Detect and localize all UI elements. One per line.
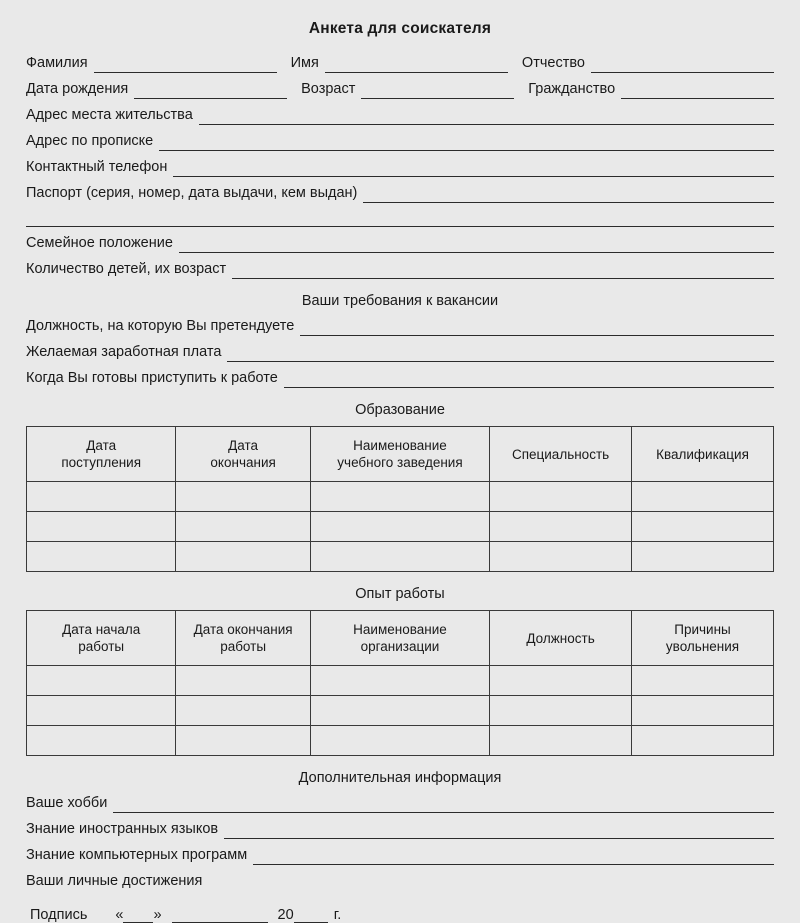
table-header-row xyxy=(27,611,774,666)
experience-col-organization: Наименование организации xyxy=(310,611,489,666)
patronymic-input[interactable] xyxy=(591,57,774,73)
citizenship-label: Гражданство xyxy=(528,81,616,97)
quote-close: » xyxy=(153,907,162,923)
experience-cell[interactable] xyxy=(490,666,632,696)
software-row xyxy=(26,846,774,865)
requirements-title: Ваши требования к вакансии xyxy=(301,293,499,309)
children-row xyxy=(26,260,774,279)
start-label: Когда Вы готовы приступить к работе xyxy=(26,370,278,386)
experience-cell[interactable] xyxy=(632,666,774,696)
signature-label: Подпись xyxy=(30,907,88,923)
software-input[interactable] xyxy=(253,849,774,865)
experience-cell[interactable] xyxy=(632,696,774,726)
children-label: Количество детей, их возраст xyxy=(26,261,227,277)
education-col-specialty: Специальность xyxy=(490,427,632,482)
residence-input[interactable] xyxy=(199,109,774,125)
marital-row xyxy=(26,234,774,253)
surname-label: Фамилия xyxy=(26,55,88,71)
table-row[interactable] xyxy=(27,542,774,572)
table-row[interactable] xyxy=(27,666,774,696)
birthdate-label: Дата рождения xyxy=(26,81,129,97)
education-cell[interactable] xyxy=(27,542,176,572)
phone-row xyxy=(26,158,774,177)
page-title: Анкета для соискателя xyxy=(308,20,492,37)
position-row xyxy=(26,317,774,336)
experience-table xyxy=(26,610,774,756)
registration-label: Адрес по прописке xyxy=(26,133,154,149)
hobby-row xyxy=(26,794,774,813)
salary-input[interactable] xyxy=(227,346,774,362)
residence-label: Адрес места жительства xyxy=(26,107,193,123)
year-prefix: 20 xyxy=(277,907,294,923)
marital-label: Семейное положение xyxy=(26,235,173,251)
salary-row xyxy=(26,343,774,362)
passport-input[interactable] xyxy=(363,187,774,203)
registration-row xyxy=(26,132,774,151)
year-suffix: г. xyxy=(333,907,342,923)
education-cell[interactable] xyxy=(490,542,632,572)
start-row xyxy=(26,369,774,388)
experience-cell[interactable] xyxy=(490,696,632,726)
experience-cell[interactable] xyxy=(310,726,489,756)
passport-label: Паспорт (серия, номер, дата выдачи, кем выдан) xyxy=(26,185,358,201)
table-row[interactable] xyxy=(27,482,774,512)
education-col-qualification: Квалификация xyxy=(632,427,774,482)
children-input[interactable] xyxy=(232,263,774,279)
education-col-start: Дата поступления xyxy=(27,427,176,482)
signature-row xyxy=(26,907,774,923)
birthdate-input[interactable] xyxy=(134,83,287,99)
experience-col-end: Дата окончания работы xyxy=(176,611,310,666)
education-cell[interactable] xyxy=(490,512,632,542)
marital-input[interactable] xyxy=(179,237,774,253)
experience-cell[interactable] xyxy=(310,696,489,726)
phone-input[interactable] xyxy=(173,161,774,177)
experience-cell[interactable] xyxy=(176,666,310,696)
patronymic-label: Отчество xyxy=(521,55,585,71)
education-cell[interactable] xyxy=(176,482,310,512)
table-row[interactable] xyxy=(27,512,774,542)
achievements-row xyxy=(26,872,774,891)
position-label: Должность, на которую Вы претендуете xyxy=(26,318,295,334)
education-cell[interactable] xyxy=(310,482,489,512)
education-cell[interactable] xyxy=(176,542,310,572)
experience-cell[interactable] xyxy=(176,726,310,756)
year-input[interactable] xyxy=(294,907,328,923)
quote-open: « xyxy=(115,907,124,923)
experience-cell[interactable] xyxy=(632,726,774,756)
registration-input[interactable] xyxy=(159,135,774,151)
education-cell[interactable] xyxy=(632,482,774,512)
education-title: Образование xyxy=(355,402,445,418)
passport-input-line2[interactable] xyxy=(26,210,774,227)
surname-input[interactable] xyxy=(94,57,277,73)
education-cell[interactable] xyxy=(176,512,310,542)
education-col-end: Дата окончания xyxy=(176,427,310,482)
experience-title: Опыт работы xyxy=(355,586,445,602)
month-input[interactable] xyxy=(172,907,268,923)
languages-input[interactable] xyxy=(224,823,774,839)
salary-label: Желаемая заработная плата xyxy=(26,344,222,360)
passport-row xyxy=(26,184,774,203)
birth-row xyxy=(26,80,774,99)
experience-cell[interactable] xyxy=(27,726,176,756)
phone-label: Контактный телефон xyxy=(26,159,168,175)
experience-cell[interactable] xyxy=(490,726,632,756)
table-row[interactable] xyxy=(27,696,774,726)
experience-col-position: Должность xyxy=(490,611,632,666)
education-cell[interactable] xyxy=(490,482,632,512)
experience-cell[interactable] xyxy=(176,696,310,726)
experience-cell[interactable] xyxy=(310,666,489,696)
firstname-input[interactable] xyxy=(325,57,508,73)
day-input[interactable] xyxy=(123,907,153,923)
citizenship-input[interactable] xyxy=(621,83,774,99)
residence-row xyxy=(26,106,774,125)
hobby-label: Ваше хобби xyxy=(26,795,108,811)
education-table xyxy=(26,426,774,572)
position-input[interactable] xyxy=(300,320,774,336)
education-col-institution: Наименование учебного заведения xyxy=(310,427,489,482)
start-input[interactable] xyxy=(284,372,774,388)
hobby-input[interactable] xyxy=(113,797,774,813)
age-label: Возраст xyxy=(301,81,356,97)
experience-cell[interactable] xyxy=(27,696,176,726)
experience-cell[interactable] xyxy=(27,666,176,696)
table-row[interactable] xyxy=(27,726,774,756)
additional-title: Дополнительная информация xyxy=(298,770,502,786)
languages-label: Знание иностранных языков xyxy=(26,821,219,837)
education-cell[interactable] xyxy=(27,482,176,512)
software-label: Знание компьютерных программ xyxy=(26,847,248,863)
education-cell[interactable] xyxy=(27,512,176,542)
achievements-label: Ваши личные достижения xyxy=(26,873,203,889)
education-cell[interactable] xyxy=(632,542,774,572)
education-cell[interactable] xyxy=(632,512,774,542)
experience-col-reason: Причины увольнения xyxy=(632,611,774,666)
experience-col-start: Дата начала работы xyxy=(27,611,176,666)
education-cell[interactable] xyxy=(310,512,489,542)
name-row xyxy=(26,54,774,73)
firstname-label: Имя xyxy=(290,55,319,71)
education-cell[interactable] xyxy=(310,542,489,572)
languages-row xyxy=(26,820,774,839)
table-header-row xyxy=(27,427,774,482)
age-input[interactable] xyxy=(361,83,514,99)
